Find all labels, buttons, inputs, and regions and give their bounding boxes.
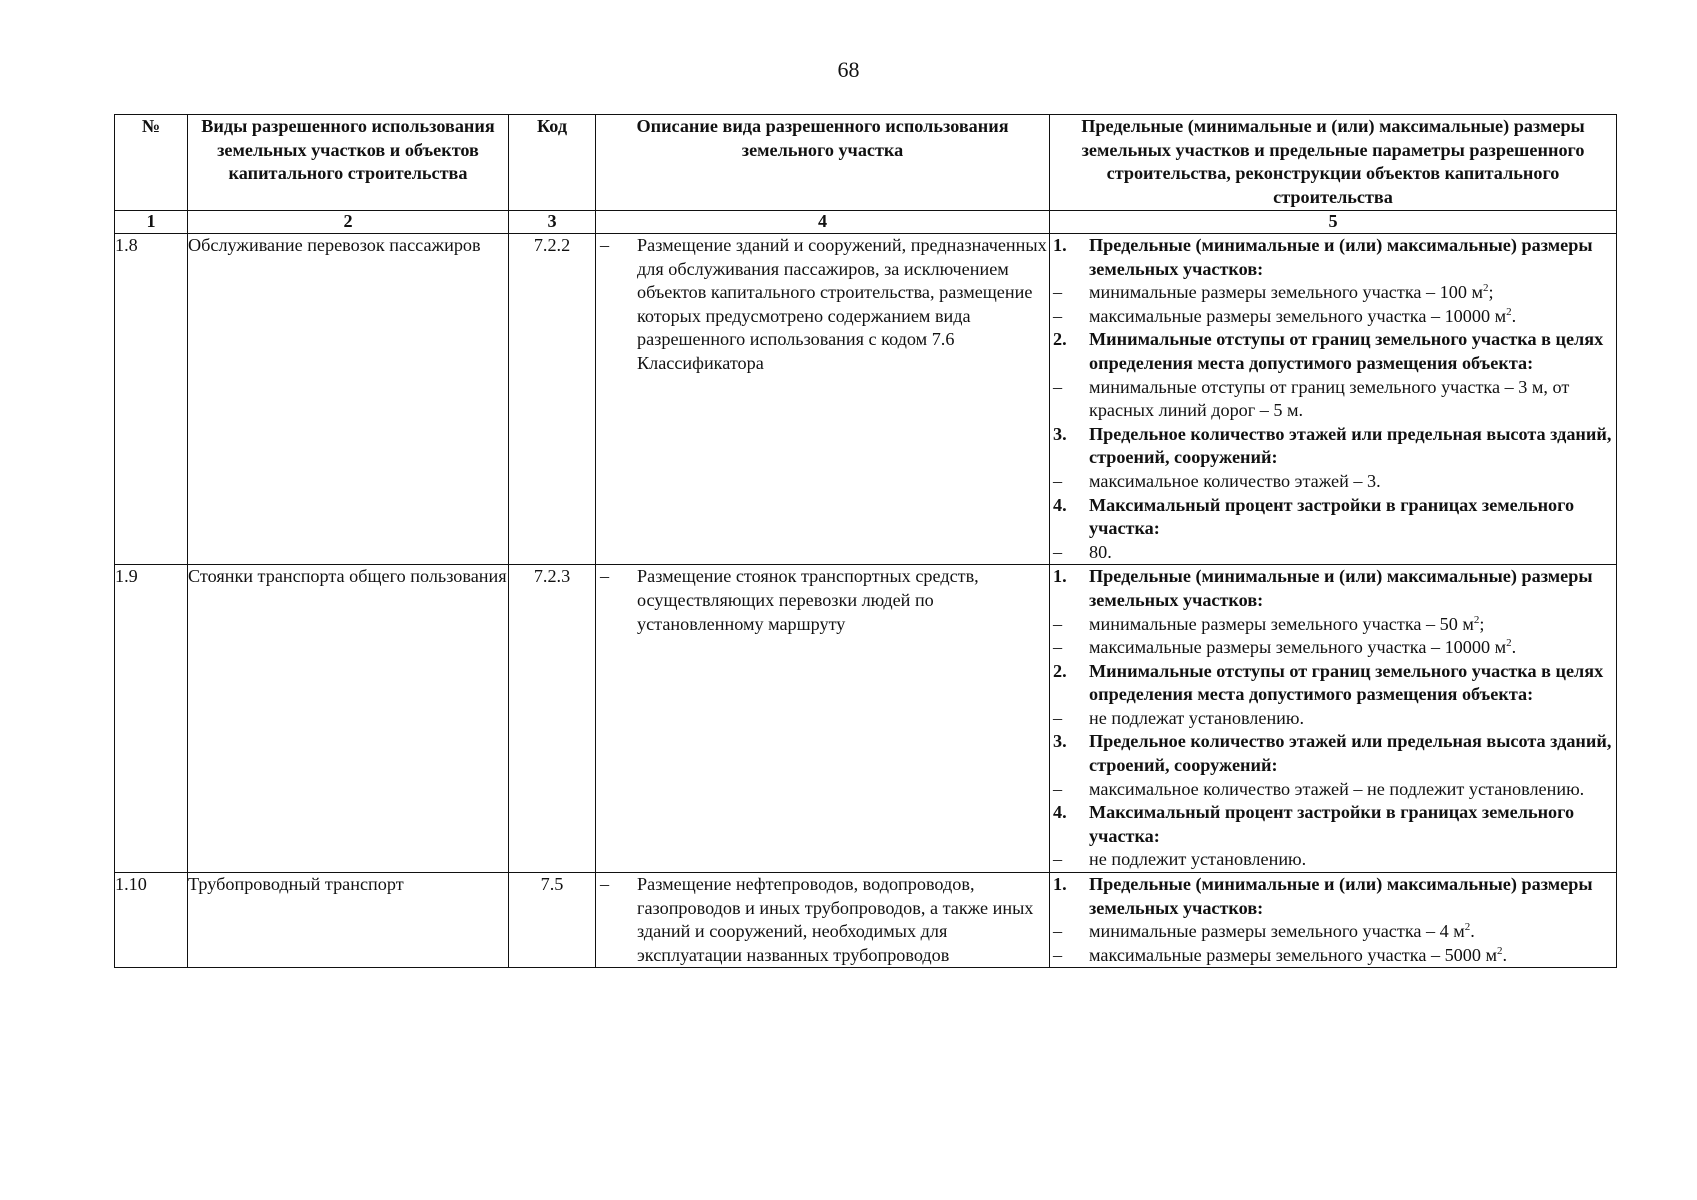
dash-marker: – [1053, 376, 1063, 397]
parameter-text-tail: ; [1479, 613, 1485, 634]
dash-marker: – [1053, 282, 1063, 303]
parameter-text-main: Минимальные отступы от границ земельного участка в целях определения места допустимого размещения объекта: [1089, 660, 1604, 705]
parameter-heading [1050, 565, 1616, 612]
superscript: 2 [1506, 637, 1512, 650]
dash-marker: – [600, 566, 610, 587]
col-number: 2 [188, 211, 509, 234]
parameter-item [1050, 470, 1616, 494]
item-number: 4. [1053, 494, 1067, 515]
parameter-text-main: максимальное количество этажей – не подлежит установлению. [1089, 778, 1585, 799]
parameter-text [1089, 707, 1616, 731]
item-number: 3. [1053, 423, 1067, 444]
parameter-text-main: максимальные размеры земельного участка – 10000 м [1089, 637, 1507, 658]
description-cell [596, 565, 1050, 873]
table-header-row [115, 115, 1617, 211]
parameter-text-main: Максимальный процент застройки в границах земельного участка: [1089, 802, 1575, 846]
parameter-text [1089, 873, 1616, 920]
parameter-heading [1050, 873, 1616, 920]
dash-marker: – [1053, 849, 1063, 870]
dash-marker: – [600, 235, 610, 255]
superscript: 2 [1473, 613, 1480, 626]
superscript: 2 [1506, 305, 1512, 318]
parameter-text-main: 80. [1089, 541, 1112, 562]
col-number: 3 [509, 211, 596, 234]
dash-marker: – [600, 874, 610, 895]
parameter-text [1089, 801, 1616, 848]
parameter-text-main: минимальные размеры земельного участка – 50 м [1089, 613, 1474, 634]
description-text: Размещение нефтепроводов, водопроводов, газопроводов и иных трубопроводов, а также иных зданий и сооружений, необходимых для эксплуатации названных трубопроводов [637, 874, 1034, 965]
parameter-text [1089, 636, 1616, 660]
description-line [596, 234, 1049, 376]
item-number: 1. [1053, 874, 1067, 895]
use-type-cell: Стоянки транспорта общего пользования [188, 565, 509, 873]
dash-marker: – [1053, 305, 1063, 326]
item-number: 4. [1053, 802, 1067, 823]
parameter-text [1089, 730, 1616, 777]
parameter-text [1089, 541, 1616, 565]
dash-marker: – [1053, 921, 1063, 942]
parameter-text [1089, 234, 1616, 281]
parameter-heading [1050, 234, 1616, 281]
item-number: 3. [1053, 731, 1067, 752]
item-number: 1. [1053, 235, 1067, 255]
parameter-text [1089, 778, 1616, 802]
header-no: № [115, 115, 188, 211]
parameter-item [1050, 305, 1616, 329]
parameter-text-main: максимальное количество этажей – 3. [1089, 470, 1381, 491]
parameter-text-tail: ; [1488, 282, 1494, 303]
use-type-cell: Трубопроводный транспорт [188, 873, 509, 968]
header-name: Виды разрешенного использования земельных участков и объектов капитального строительства [188, 115, 509, 211]
parameter-item [1050, 636, 1616, 660]
dash-marker: – [1053, 637, 1063, 658]
parameter-text-tail: . [1502, 944, 1508, 965]
parameter-item [1050, 920, 1616, 944]
parameter-item [1050, 376, 1616, 423]
column-number-row [115, 211, 1617, 234]
parameter-text [1089, 305, 1616, 329]
dash-marker: – [1053, 541, 1063, 562]
parameter-text-main: Предельные (минимальные и (или) максимальные) размеры земельных участков: [1089, 874, 1593, 918]
row-number-cell: 1.10 [115, 873, 188, 968]
parameter-heading [1050, 494, 1616, 541]
parameter-text [1089, 281, 1616, 305]
description-cell [596, 873, 1050, 968]
header-params: Предельные (минимальные и (или) максимальные) размеры земельных участков и предельные параметры разрешенного строительства, реконструкции объектов капитального строительства [1050, 115, 1617, 211]
description-line [596, 873, 1049, 967]
parameter-text [1089, 848, 1616, 872]
parameter-text-main: минимальные отступы от границ земельного участка – 3 м, от красных линий дорог – 5 м. [1089, 376, 1570, 421]
col-number: 5 [1050, 211, 1617, 234]
parameter-heading [1050, 801, 1616, 848]
parameter-text-main: минимальные размеры земельного участка – 100 м [1089, 282, 1483, 303]
description-line [596, 565, 1049, 636]
col-number: 4 [596, 211, 1050, 234]
parameter-text [1089, 565, 1616, 612]
header-desc: Описание вида разрешенного использования земельного участка [596, 115, 1050, 211]
parameter-text [1089, 944, 1616, 968]
parameters-cell [1050, 234, 1617, 565]
parameter-item [1050, 541, 1616, 565]
parameter-text-tail: . [1511, 637, 1517, 658]
parameter-text-main: минимальные размеры земельного участка – 4 м [1089, 921, 1465, 942]
parameter-text-main: не подлежат установлению. [1089, 707, 1305, 728]
parameter-text [1089, 376, 1616, 423]
superscript: 2 [1497, 944, 1503, 957]
code-cell: 7.2.3 [509, 565, 596, 873]
parameter-text-main: максимальные размеры земельного участка – 10000 м [1089, 305, 1507, 326]
parameter-item [1050, 613, 1616, 637]
description-cell [596, 234, 1050, 565]
superscript: 2 [1464, 921, 1471, 934]
parameter-text-main: Предельные (минимальные и (или) максимальные) размеры земельных участков: [1089, 566, 1593, 610]
land-use-table [114, 114, 1617, 968]
dash-marker: – [1053, 613, 1063, 634]
table-row [115, 565, 1617, 873]
parameter-text-main: Предельное количество этажей или предельная высота зданий, строений, сооружений: [1089, 423, 1612, 468]
dash-marker: – [1053, 778, 1063, 799]
parameter-text [1089, 613, 1616, 637]
parameter-text-main: Предельные (минимальные и (или) максимальные) размеры земельных участков: [1089, 235, 1593, 279]
use-type-cell: Обслуживание перевозок пассажиров [188, 234, 509, 565]
dash-marker: – [1053, 707, 1063, 728]
parameter-text [1089, 423, 1616, 470]
header-code: Код [509, 115, 596, 211]
parameter-heading [1050, 730, 1616, 777]
parameter-item [1050, 848, 1616, 872]
parameter-heading [1050, 328, 1616, 375]
parameter-item [1050, 778, 1616, 802]
parameter-item [1050, 281, 1616, 305]
parameter-item [1050, 707, 1616, 731]
description-text: Размещение зданий и сооружений, предназначенных для обслуживания пассажиров, за исключением объектов капитального строительства, размещение которых предусмотрено содержанием вида разрешенного использования с кодом 7.6 Классификатора [637, 235, 1047, 373]
parameter-text [1089, 660, 1616, 707]
table-row [115, 234, 1617, 565]
parameter-text-tail: . [1470, 921, 1475, 942]
row-number-cell: 1.9 [115, 565, 188, 873]
parameter-heading [1050, 660, 1616, 707]
parameter-item [1050, 944, 1616, 968]
parameters-cell [1050, 565, 1617, 873]
item-number: 1. [1053, 566, 1067, 587]
parameter-text [1089, 470, 1616, 494]
table-row [115, 873, 1617, 968]
dash-marker: – [1053, 470, 1063, 491]
parameter-text [1089, 328, 1616, 375]
item-number: 2. [1053, 329, 1067, 350]
parameter-text [1089, 920, 1616, 944]
col-number: 1 [115, 211, 188, 234]
parameter-text [1089, 494, 1616, 541]
page-number: 68 [837, 57, 860, 82]
code-cell: 7.5 [509, 873, 596, 968]
item-number: 2. [1053, 660, 1067, 681]
row-number-cell: 1.8 [115, 234, 188, 565]
parameter-text-main: Минимальные отступы от границ земельного участка в целях определения места допустимого размещения объекта: [1089, 329, 1604, 373]
dash-marker: – [1053, 944, 1063, 965]
parameter-text-main: Максимальный процент застройки в границах земельного участка: [1089, 494, 1575, 539]
description-text: Размещение стоянок транспортных средств, осуществляющих перевозки людей по установленному маршруту [637, 566, 979, 634]
parameter-heading [1050, 423, 1616, 470]
parameter-text-tail: . [1511, 305, 1517, 326]
parameter-text-main: не подлежит установлению. [1089, 849, 1307, 870]
parameters-cell [1050, 873, 1617, 968]
superscript: 2 [1482, 282, 1489, 295]
parameter-text-main: Предельное количество этажей или предельная высота зданий, строений, сооружений: [1089, 731, 1612, 776]
code-cell: 7.2.2 [509, 234, 596, 565]
parameter-text-main: максимальные размеры земельного участка – 5000 м [1089, 944, 1498, 965]
